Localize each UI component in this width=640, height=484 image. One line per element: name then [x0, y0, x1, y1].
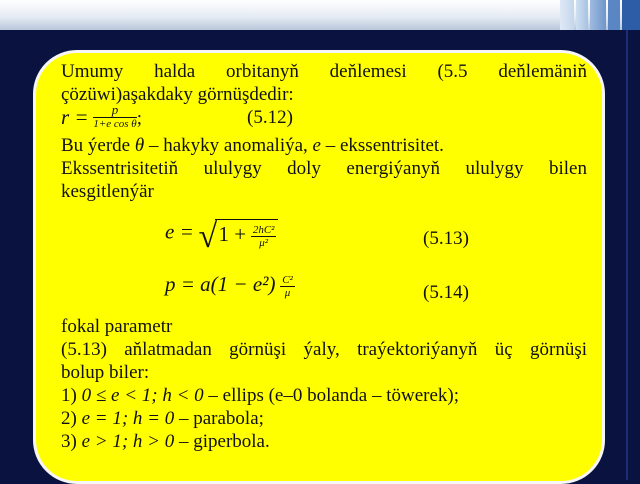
text-line: çözüwi)aşakdaky görnüşdedir: — [61, 84, 294, 105]
eq-suffix: ; — [136, 108, 142, 129]
text-span: θ — [134, 135, 145, 156]
equation-5-13 — [61, 213, 587, 263]
text-span: – ekssentrisitet. — [320, 135, 444, 156]
decor-stripe — [622, 0, 640, 30]
eq-fraction — [251, 224, 277, 249]
list-number: 1) — [61, 385, 82, 406]
eq-left — [165, 273, 295, 299]
sqrt-radicand — [215, 219, 279, 249]
list-text: – ellips (e–0 bolanda – töwerek); — [203, 385, 460, 406]
text-line: (5.13) aňlatmadan görnüşi ýaly, traýektoriýanyň üç görnüşi — [61, 339, 587, 360]
text-line — [61, 134, 587, 157]
eq-number: (5.13) — [423, 228, 469, 249]
eq-fraction — [280, 274, 295, 299]
list-condition: e = 1; h = 0 — [81, 408, 175, 429]
slide-top-bar — [0, 0, 640, 30]
eq-denominator: μ — [284, 287, 291, 300]
slide-text — [61, 60, 587, 453]
sqrt-expression — [198, 218, 279, 255]
eq-lhs: p = a(1 − e²) — [165, 272, 276, 296]
text-line: kesgitlenýär — [61, 181, 154, 202]
decor-stripe — [560, 0, 574, 30]
list-item — [61, 384, 587, 407]
sqrt-icon: √ — [198, 218, 218, 255]
decor-stripe — [576, 0, 588, 30]
decor-side-line — [626, 30, 628, 480]
eq-denominator: 1+e cos θ — [93, 118, 137, 131]
list-number: 2) — [61, 408, 82, 429]
list-condition: e > 1; h > 0 — [81, 431, 175, 452]
eq-numerator: p — [93, 103, 136, 118]
eq-denominator: μ² — [259, 237, 269, 250]
list-item — [61, 430, 587, 453]
eq-left — [165, 218, 278, 255]
list-text: – giperbola. — [174, 431, 270, 452]
decor-stripe — [590, 0, 606, 30]
text-line: bolup biler: — [61, 362, 150, 383]
equation-5-14 — [61, 267, 587, 315]
text-line: fokal parametr — [61, 316, 173, 337]
eq-lhs: r = — [61, 105, 89, 129]
list-item — [61, 407, 587, 430]
eq-lhs: e = — [165, 219, 194, 244]
text-span: – hakyky anomaliýa, — [144, 135, 313, 156]
eq-term: 1 + — [218, 222, 247, 246]
equation-5-12 — [61, 102, 587, 134]
eq-numerator: C² — [282, 274, 293, 287]
text-line: Ekssentrisitetiň ululygy doly energiýanyň ululygy bilen — [61, 158, 587, 179]
list-number: 3) — [61, 431, 82, 452]
list-condition: 0 ≤ e < 1; h < 0 — [81, 385, 204, 406]
eq-number: (5.14) — [423, 282, 469, 303]
text-span: Bu ýerde — [61, 135, 135, 156]
eq-number: (5.12) — [247, 107, 293, 128]
decor-stripe — [608, 0, 620, 30]
eq-fraction — [93, 103, 136, 130]
list-text: – parabola; — [174, 408, 264, 429]
text-span: e — [312, 135, 321, 156]
text-line: Umumy halda orbitanyň deňlemesi (5.5 deňlemäniň — [61, 61, 587, 82]
eq-numerator: 2hC² — [252, 224, 275, 237]
